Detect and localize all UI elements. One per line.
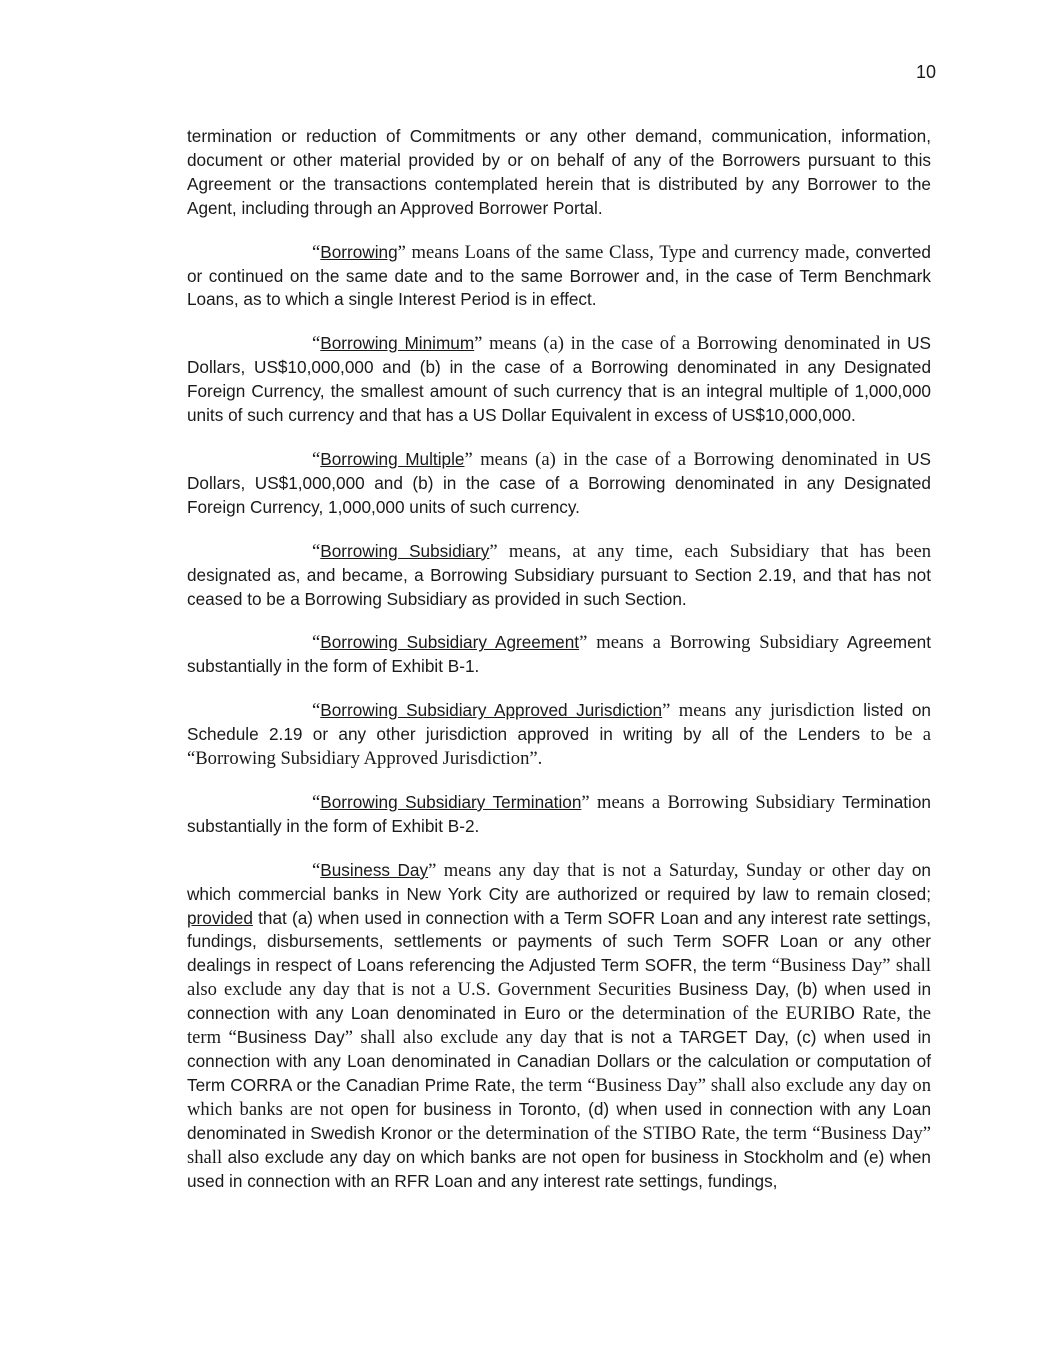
definition-borrowing: “Borrowing” means Loans of the same Class, Type and currency made, converted or continued on the same date and to the same Borrower and, in the case of Term Benchmark Loans, as to which a single Interest Period is in effect. — [187, 241, 931, 310]
defined-term: Borrowing Subsidiary Agreement — [320, 632, 580, 653]
definition-borrowing-subsidiary-agreement: “Borrowing Subsidiary Agreement” means a Borrowing Subsidiary Agreement substantially in the form of Exhibit B-1. — [187, 632, 932, 677]
defined-term: Borrowing Subsidiary — [320, 540, 490, 561]
page-number: 10 — [915, 62, 936, 82]
defined-term: Business Day — [320, 859, 429, 880]
document-body — [187, 125, 931, 1213]
defined-term: Borrowing Subsidiary Termination — [320, 791, 582, 812]
intro-paragraph: termination or reduction of Commitments or any other demand, communication, information, document or other material provided by or on behalf of any of the Borrowers pursuant to this Agreement or the transactions contemplated herein that is distributed by any Borrower to the Agent, including through an Approved Borrower Portal. — [187, 126, 931, 218]
definition-borrowing-multiple: “Borrowing Multiple” means (a) in the case of a Borrowing denominated in US Dollars, US$1,000,000 and (b) in the case of a Borrowing denominated in any Designated Foreign Currency, 1,000,000 units of such currency. — [187, 448, 931, 517]
defined-term: Borrowing — [320, 241, 398, 262]
defined-term: Borrowing Subsidiary Approved Jurisdiction — [320, 700, 663, 721]
definition-borrowing-subsidiary-approved-jurisdiction: “Borrowing Subsidiary Approved Jurisdiction” means any jurisdiction listed on Schedule 2.19 or any other jurisdiction approved in writing by all of the Lenders to be a “Borrowing Subsidiary Approved Jurisdiction”. — [187, 700, 932, 770]
definition-business-day: “Business Day” means any day that is not a Saturday, Sunday or other day on which commercial banks in New York City are authorized or required by law to remain closed; provided that (a) when used in connection with a Term SOFR Loan and any interest rate settings, fundings, disbursements, settlements or payments of such Term SOFR Loan or any other dealings in respect of Loans referencing the Adjusted Term SOFR, the term “Business Day” shall also exclude any day that is not a U.S. Government Securities Business Day, (b) when used in connection with any Loan denominated in Euro or the determination of the EURIBO Rate, the term “Business Day” shall also exclude any day that is not a TARGET Day, (c) when used in connection with any Loan denominated in Canadian Dollars or the calculation or computation of Term CORRA or the Canadian Prime Rate, the term “Business Day” shall also exclude any day on which banks are not open for business in Toronto, (d) when used in connection with any Loan denominated in Swedish Kronor or the determination of the STIBO Rate, the term “Business Day” shall also exclude any day on which banks are not open for business in Stockholm and (e) when used in connection with an RFR Loan and any interest rate settings, fundings, — [187, 859, 931, 1191]
defined-term: Borrowing Minimum — [320, 333, 475, 354]
definition-borrowing-subsidiary-termination: “Borrowing Subsidiary Termination” means a Borrowing Subsidiary Termination substantially in the form of Exhibit B-2. — [187, 791, 931, 836]
definition-borrowing-subsidiary: “Borrowing Subsidiary” means, at any time, each Subsidiary that has been designated as, and became, a Borrowing Subsidiary pursuant to Section 2.19, and that has not ceased to be a Borrowing Subsidiary as provided in such Section. — [187, 540, 931, 609]
definition-borrowing-minimum: “Borrowing Minimum” means (a) in the case of a Borrowing denominated in US Dollars, US$10,000,000 and (b) in the case of a Borrowing denominated in any Designated Foreign Currency, the smallest amount of such currency that is an integral multiple of 1,000,000 units of such currency and that has a US Dollar Equivalent in excess of US$10,000,000. — [187, 333, 931, 426]
defined-term: Borrowing Multiple — [320, 448, 465, 469]
provided-emphasis: provided — [187, 907, 253, 928]
